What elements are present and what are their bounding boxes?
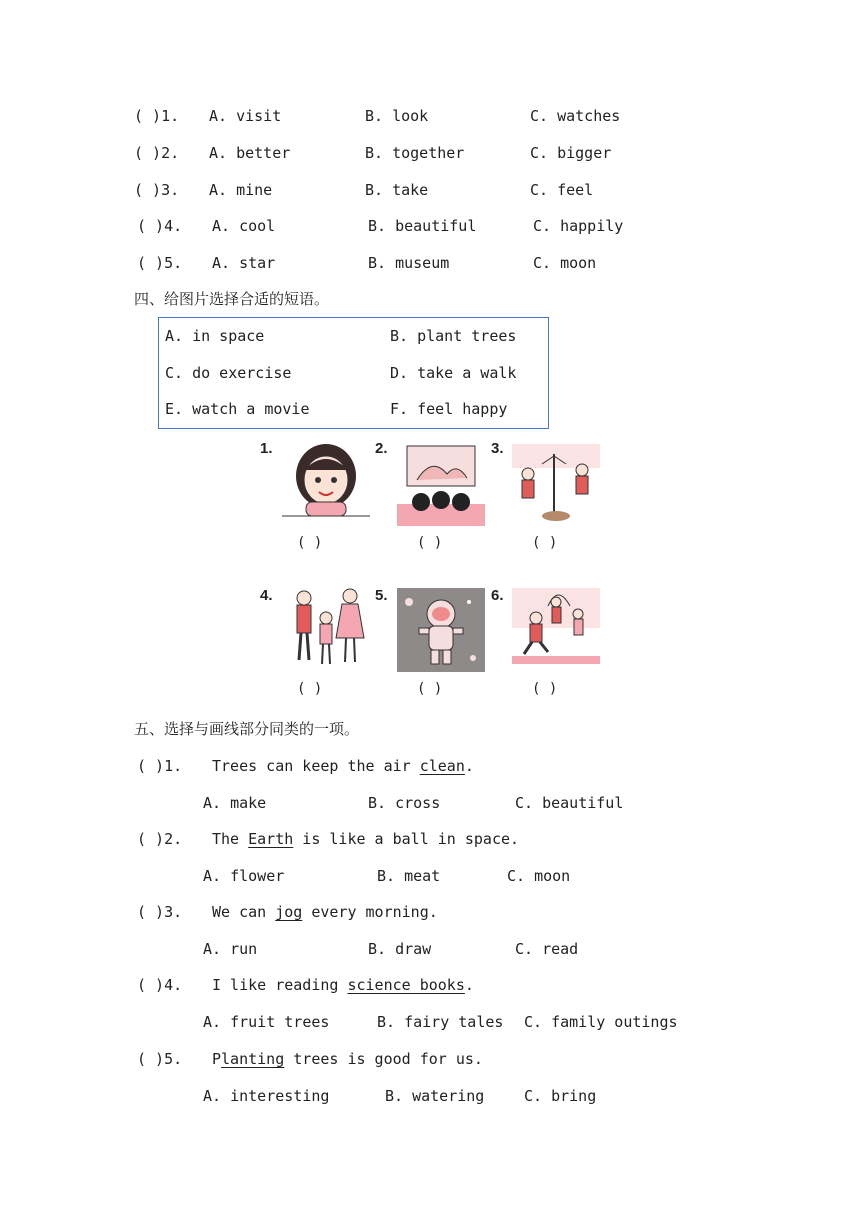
phrase-option: E. watch a movie <box>165 400 310 418</box>
option-a: A. mine <box>209 181 273 199</box>
option-a: A. cool <box>212 217 276 235</box>
question-number: ( )1. <box>134 107 180 125</box>
option-c: C. watches <box>530 107 621 125</box>
option-a: A. run <box>203 940 258 958</box>
picture-number: 3. <box>491 440 504 457</box>
underlined-word: clean <box>419 757 465 775</box>
family-walk-icon <box>282 586 370 668</box>
question-number: ( )5. <box>137 1050 183 1068</box>
option-c: C. moon <box>533 254 597 272</box>
option-c: C. bigger <box>530 144 612 162</box>
picture-number: 4. <box>260 587 273 604</box>
picture-number: 1. <box>260 440 273 457</box>
phrase-option: F. feel happy <box>390 400 508 418</box>
option-b: B. beautiful <box>368 217 477 235</box>
astronaut-space-icon <box>397 588 485 672</box>
phrase-option: B. plant trees <box>390 327 517 345</box>
picture-number: 6. <box>491 587 504 604</box>
answer-blank: ( ) <box>417 681 443 697</box>
option-a: A. better <box>209 144 291 162</box>
phrase-option: C. do exercise <box>165 364 292 382</box>
option-b: B. watering <box>385 1087 485 1105</box>
question-number: ( )3. <box>137 903 183 921</box>
option-c: C. moon <box>507 867 571 885</box>
exercise-icon <box>512 588 600 672</box>
phrase-option: D. take a walk <box>390 364 517 382</box>
sentence-text: every morning. <box>302 903 438 921</box>
option-b: B. meat <box>377 867 441 885</box>
answer-blank: ( ) <box>297 535 323 551</box>
question-number: ( )2. <box>137 830 183 848</box>
section4-title: 四、给图片选择合适的短语。 <box>134 290 330 308</box>
sentence-text: P <box>212 1050 222 1068</box>
movie-theater-icon <box>397 444 485 526</box>
option-b: B. together <box>365 144 465 162</box>
sentence-text: . <box>464 976 474 994</box>
sentence-text: Trees can keep the air <box>212 757 420 775</box>
option-a: A. flower <box>203 867 285 885</box>
picture-number: 5. <box>375 587 388 604</box>
option-a: A. star <box>212 254 276 272</box>
section5-title: 五、选择与画线部分同类的一项。 <box>134 720 360 738</box>
sentence-text: I like reading <box>212 976 348 994</box>
answer-blank: ( ) <box>532 535 558 551</box>
option-c: C. feel <box>530 181 594 199</box>
question-number: ( )4. <box>137 217 183 235</box>
question-sentence <box>212 829 519 849</box>
question-number: ( )1. <box>137 757 183 775</box>
option-a: A. interesting <box>203 1087 330 1105</box>
option-b: B. take <box>365 181 429 199</box>
question-number: ( )3. <box>134 181 180 199</box>
picture-number: 2. <box>375 440 388 457</box>
option-b: B. look <box>365 107 429 125</box>
option-c: C. read <box>515 940 579 958</box>
underlined-word: science books <box>347 976 465 994</box>
option-a: A. visit <box>209 107 282 125</box>
underlined-word: Earth <box>248 830 294 848</box>
question-sentence <box>212 1049 483 1069</box>
question-sentence <box>212 756 474 776</box>
option-c: C. family outings <box>524 1013 678 1031</box>
answer-blank: ( ) <box>532 681 558 697</box>
option-c: C. bring <box>524 1087 597 1105</box>
answer-blank: ( ) <box>417 535 443 551</box>
option-b: B. draw <box>368 940 432 958</box>
sentence-text: . <box>464 757 474 775</box>
girl-smiling-icon <box>282 440 370 522</box>
sentence-text: We can <box>212 903 276 921</box>
option-a: A. make <box>203 794 267 812</box>
underlined-word: jog <box>275 903 303 921</box>
sentence-text: is like a ball in space. <box>293 830 520 848</box>
question-sentence <box>212 975 474 995</box>
sentence-text: trees is good for us. <box>284 1050 483 1068</box>
underlined-word: lanting <box>221 1050 285 1068</box>
option-a: A. fruit trees <box>203 1013 330 1031</box>
sentence-text: The <box>212 830 249 848</box>
option-b: B. museum <box>368 254 450 272</box>
option-b: B. fairy tales <box>377 1013 504 1031</box>
option-c: C. happily <box>533 217 624 235</box>
question-number: ( )5. <box>137 254 183 272</box>
question-number: ( )2. <box>134 144 180 162</box>
option-c: C. beautiful <box>515 794 624 812</box>
phrase-option: A. in space <box>165 327 265 345</box>
option-b: B. cross <box>368 794 441 812</box>
question-number: ( )4. <box>137 976 183 994</box>
question-sentence <box>212 902 438 922</box>
planting-trees-icon <box>512 444 600 526</box>
answer-blank: ( ) <box>297 681 323 697</box>
